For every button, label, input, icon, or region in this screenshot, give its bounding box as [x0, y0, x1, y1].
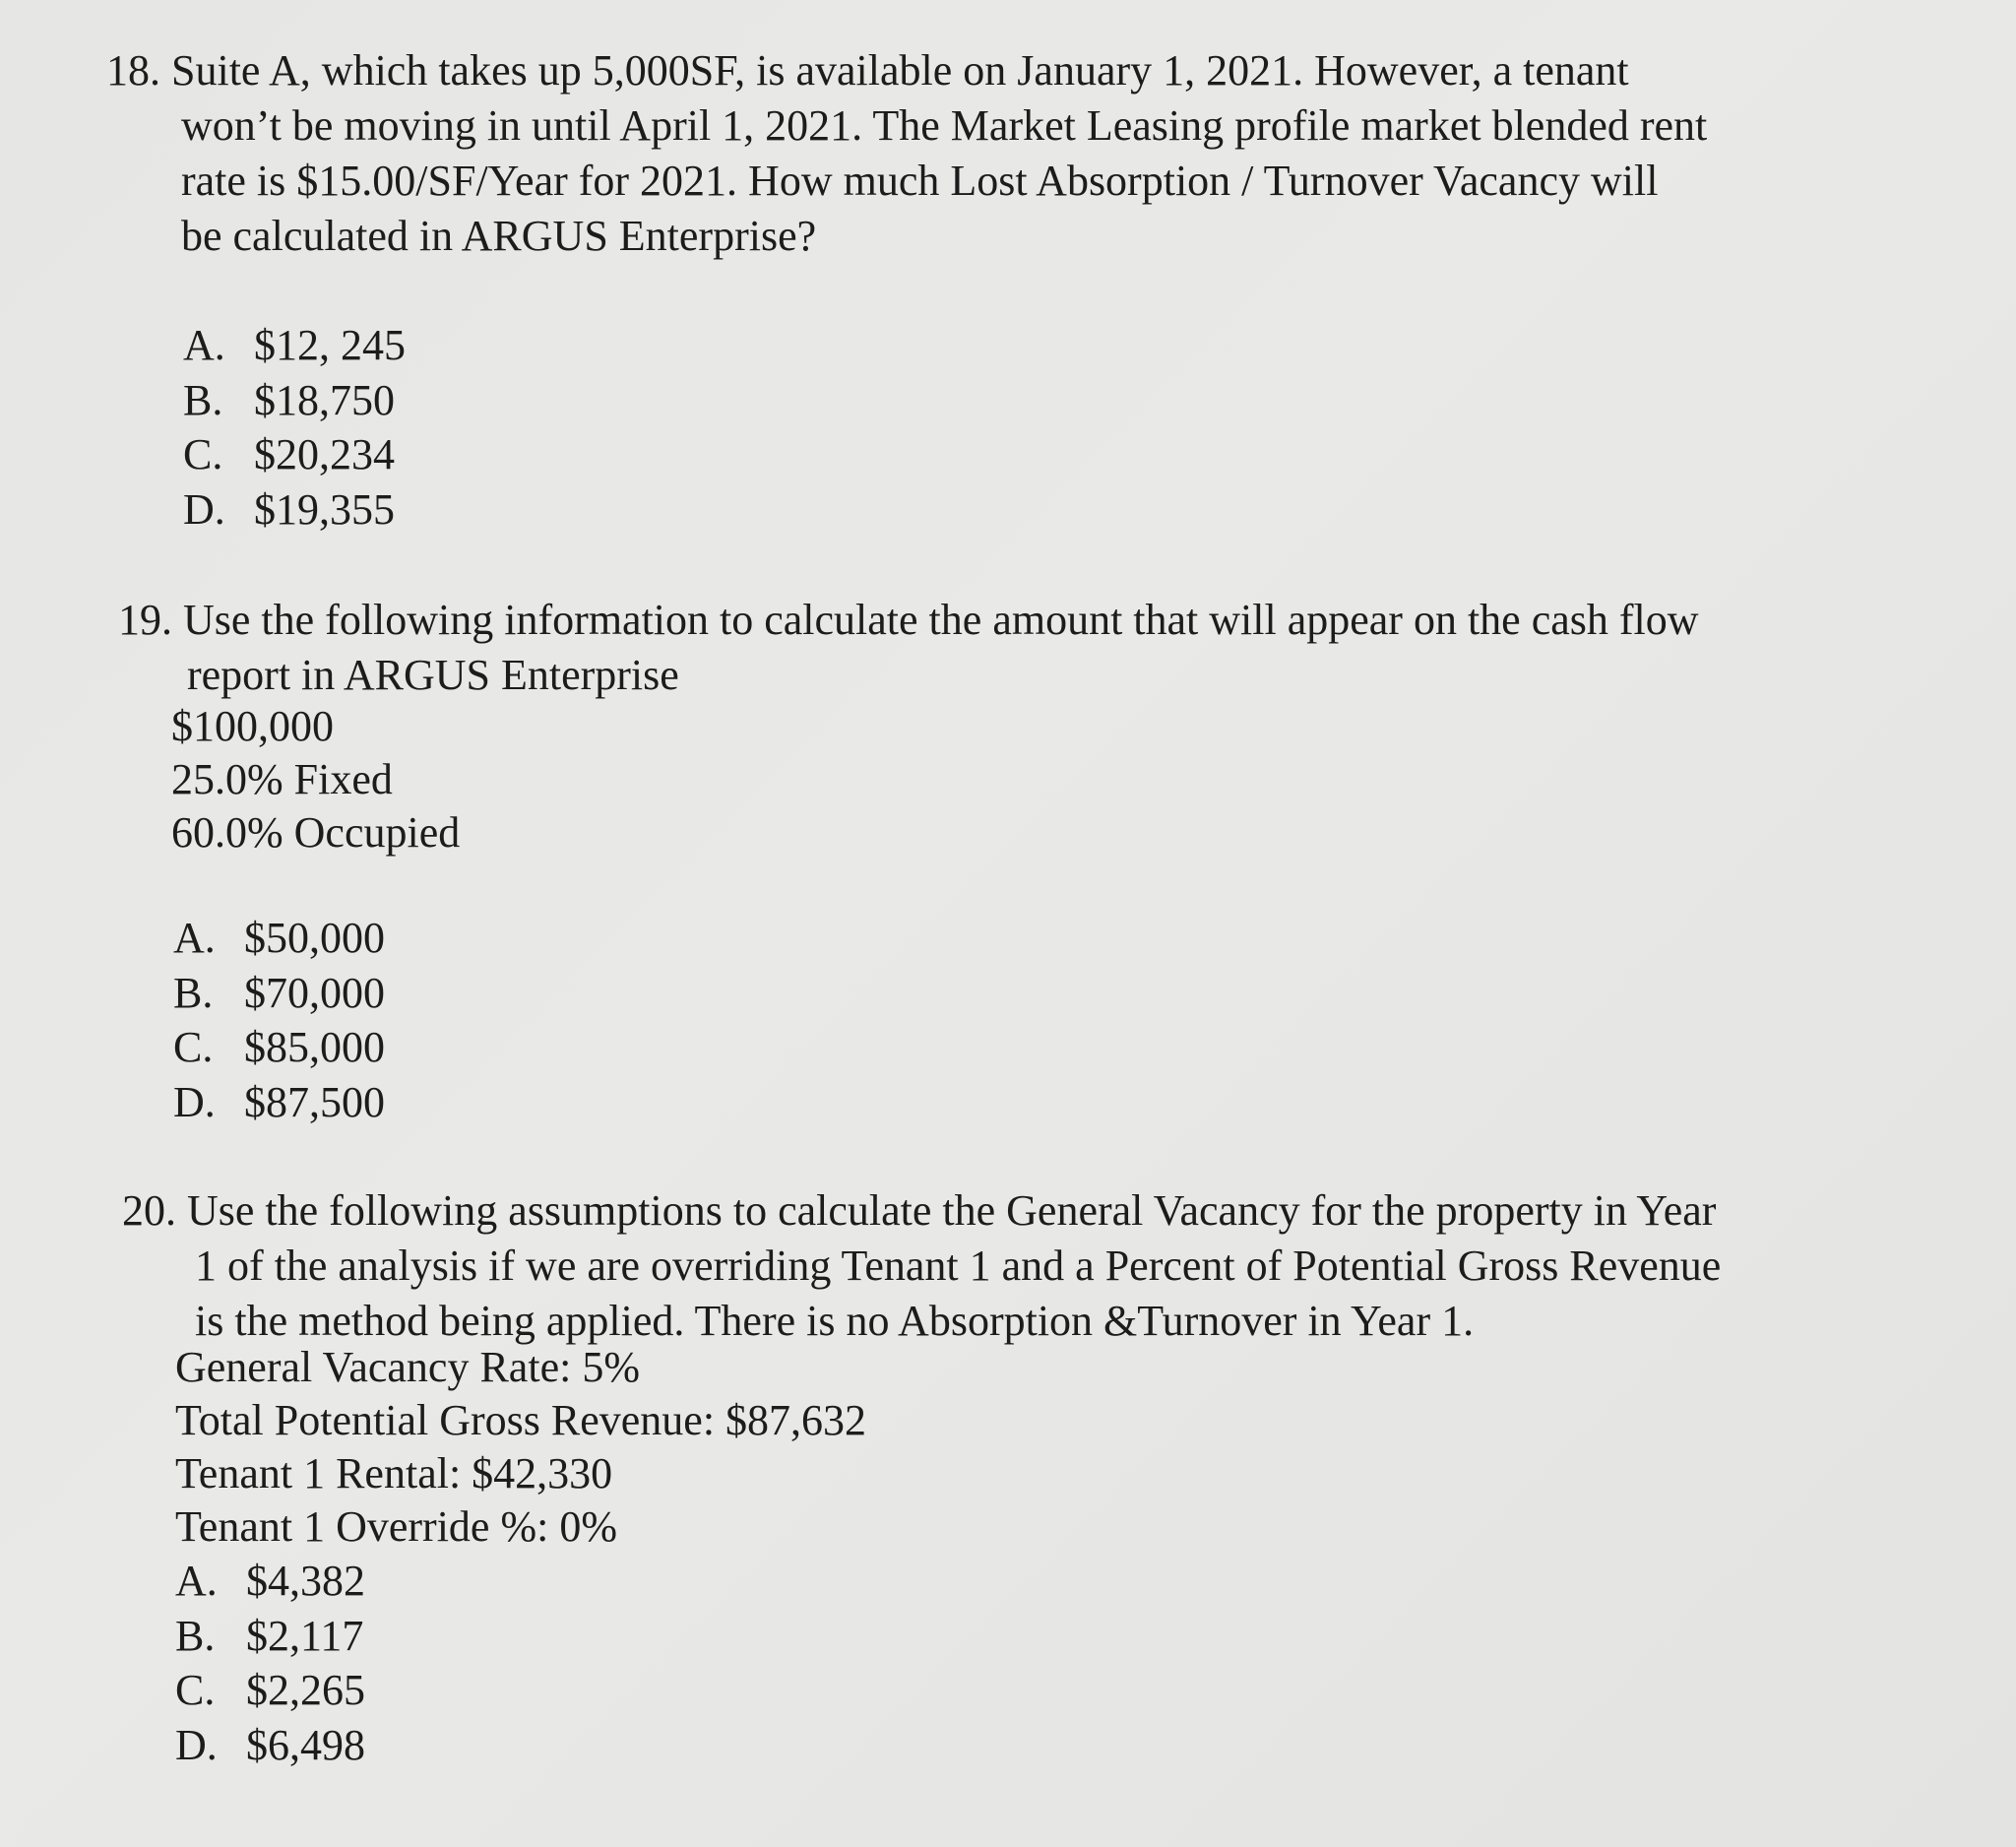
choice-c[interactable] [183, 427, 406, 482]
choice-text: $20,234 [254, 430, 395, 478]
choice-text: $50,000 [244, 914, 385, 962]
choice-letter: C. [175, 1666, 216, 1714]
question-text: Suite A, which takes up 5,000SF, is available on January 1, 2021. However, a tenant [171, 46, 1629, 95]
question-18-line-1 [106, 43, 1707, 98]
question-19-choices [173, 911, 385, 1129]
choice-b[interactable] [183, 373, 406, 428]
choice-letter: C. [183, 430, 223, 478]
question-text: report in ARGUS Enterprise [187, 651, 679, 699]
info-value: Tenant 1 Override %: 0% [175, 1502, 617, 1551]
question-20-choices [175, 1554, 365, 1772]
choice-a[interactable] [183, 318, 406, 373]
choice-letter: B. [183, 375, 223, 424]
question-19-line-2 [118, 648, 1699, 703]
info-value: 25.0% Fixed [171, 755, 393, 803]
choice-a[interactable] [173, 911, 385, 966]
question-18-line-2 [106, 98, 1707, 154]
question-18-line-3 [106, 154, 1707, 209]
choice-text: $19,355 [254, 484, 395, 534]
choice-text: $2,265 [246, 1666, 365, 1714]
question-text: Use the following assumptions to calculate the General Vacancy for the property in Year [187, 1186, 1717, 1235]
choice-letter: A. [183, 321, 225, 369]
question-number: 19. [118, 596, 172, 644]
choice-letter: B. [173, 968, 214, 1017]
choice-b[interactable] [175, 1609, 365, 1664]
question-text: Use the following information to calculate the amount that will appear on the cash flow [183, 596, 1699, 644]
choice-letter: C. [173, 1023, 214, 1071]
choice-text: $12, 245 [254, 321, 406, 369]
question-text: won’t be moving in until April 1, 2021. The Market Leasing profile market blended rent [181, 101, 1708, 150]
question-20-info [175, 1341, 866, 1554]
question-number: 18. [106, 46, 160, 95]
question-text: be calculated in ARGUS Enterprise? [181, 212, 817, 260]
question-18-line-4 [106, 209, 1707, 264]
question-text: is the method being applied. There is no Absorption &Turnover in Year 1. [195, 1297, 1475, 1345]
question-18-choices [183, 318, 406, 537]
question-19-line-1 [118, 593, 1699, 648]
question-number: 20. [122, 1186, 176, 1235]
choice-text: $85,000 [244, 1023, 385, 1071]
choice-text: $2,117 [246, 1611, 364, 1660]
question-19 [118, 593, 1699, 703]
choice-letter: A. [173, 914, 216, 962]
choice-text: $87,500 [244, 1077, 385, 1126]
info-value: Tenant 1 Rental: $42,330 [175, 1449, 613, 1497]
question-20-line-1 [122, 1183, 1721, 1239]
info-value: General Vacancy Rate: 5% [175, 1343, 640, 1391]
choice-a[interactable] [175, 1554, 365, 1609]
choice-text: $18,750 [254, 375, 395, 424]
choice-letter: A. [175, 1557, 218, 1605]
info-value: $100,000 [171, 702, 334, 750]
choice-letter: D. [175, 1720, 218, 1769]
question-text: 1 of the analysis if we are overriding Tenant 1 and a Percent of Potential Gross Revenue [195, 1242, 1722, 1290]
choice-d[interactable] [183, 482, 406, 538]
choice-text: $6,498 [246, 1720, 365, 1769]
question-text: rate is $15.00/SF/Year for 2021. How much Lost Absorption / Turnover Vacancy will [181, 157, 1659, 205]
choice-c[interactable] [173, 1020, 385, 1075]
question-20-line-2 [122, 1239, 1721, 1294]
choice-d[interactable] [175, 1718, 365, 1773]
info-value: Total Potential Gross Revenue: $87,632 [175, 1396, 867, 1444]
choice-text: $4,382 [246, 1557, 365, 1605]
choice-text: $70,000 [244, 968, 385, 1017]
choice-c[interactable] [175, 1663, 365, 1718]
choice-letter: B. [175, 1611, 216, 1660]
question-20 [122, 1183, 1721, 1349]
question-19-info [171, 700, 460, 860]
choice-d[interactable] [173, 1075, 385, 1130]
choice-b[interactable] [173, 966, 385, 1021]
question-18 [106, 43, 1707, 264]
info-value: 60.0% Occupied [171, 808, 461, 857]
choice-letter: D. [173, 1077, 216, 1126]
choice-letter: D. [183, 484, 225, 534]
